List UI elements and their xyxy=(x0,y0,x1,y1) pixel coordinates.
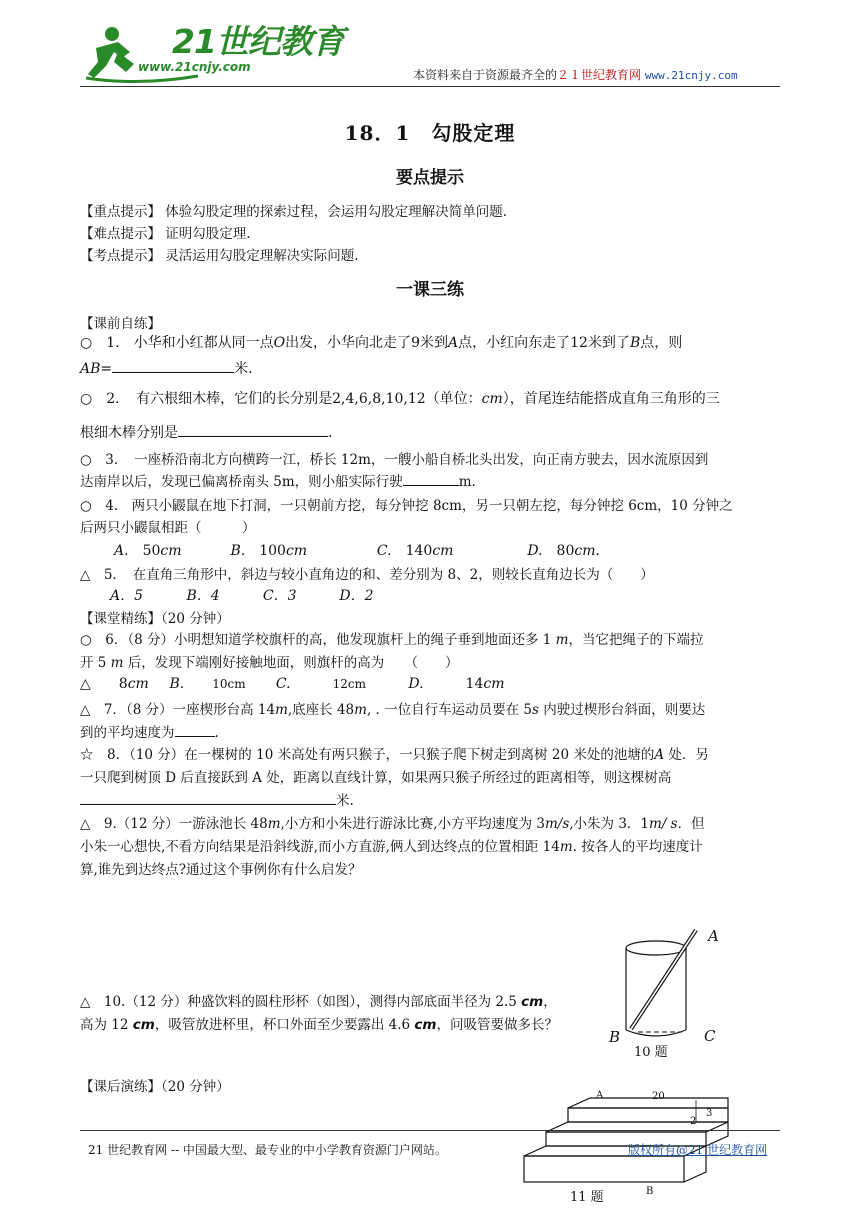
page-title: 18．1 勾股定理 xyxy=(344,121,516,145)
answer-blank-1[interactable] xyxy=(112,358,234,373)
header-rule xyxy=(80,86,780,87)
header-url-link[interactable]: www.21cnjy.com xyxy=(644,69,738,82)
figure10-label-c: C xyxy=(704,1027,716,1045)
class-label: 【课堂精练】（20 分钟） xyxy=(80,611,230,627)
figure11-length-label: 20 xyxy=(652,1091,665,1102)
option-d[interactable]: D. 14cm xyxy=(408,676,505,692)
option-a[interactable]: A．5 xyxy=(110,588,144,604)
question-9-end: 算,谁先到达终点?通过这个事例你有什么启发？ xyxy=(80,862,362,878)
section-heading-practice: 一课三练 xyxy=(396,280,464,300)
option-c[interactable]: C. 140cm xyxy=(376,543,454,559)
section-heading-points: 要点提示 xyxy=(396,168,464,188)
question-2: ○ 2． 有六根细木棒，它们的长分别是2,4,6,8,10,12（单位：cm），首尾连结能搭成直角三角形的三 xyxy=(80,391,720,407)
question-10-cont: 高为 12 cm，吸管放进杯里，杯口外面至少要露出 4.6 cm，问吸管要做多长？ xyxy=(80,1017,558,1033)
question-6-options xyxy=(80,673,505,693)
logo-text: 21世纪教育 xyxy=(172,22,344,61)
question-5: △ 5． 在直角三角形中，斜边与较小直角边的和、差分别为 8、2，则较长直角边长为（ ） xyxy=(80,567,654,583)
figure11-height-label: 2 xyxy=(690,1116,697,1127)
answer-blank-7[interactable] xyxy=(175,722,215,737)
option-a[interactable]: △ 8cm xyxy=(80,676,149,692)
question-8: ☆ 8．（10 分）在一棵树的 10 米高处有两只猴子，一只猴子爬下树走到离树 20 米处的池塘的A 处．另 xyxy=(80,747,709,763)
answer-blank-8[interactable] xyxy=(80,790,336,805)
figure11-depth-label: 3 xyxy=(706,1108,713,1119)
question-4-options xyxy=(80,540,600,560)
figure10-label-b: B xyxy=(609,1028,621,1046)
answer-blank-2[interactable] xyxy=(178,422,328,437)
question-6: ○ 6．（8 分）小明想知道学校旗杆的高，他发现旗杆上的绳子垂到地面还多 1 m，当它把绳子的下端拉 xyxy=(80,632,704,648)
option-a[interactable]: A. 50cm xyxy=(114,543,182,559)
question-9-cont: 小朱一心想快,不看方向结果是沿斜线游,而小方直游,俩人到达终点的位置相距 14m. 按各人的平均速度计 xyxy=(80,839,703,855)
question-8-end: 米. xyxy=(80,789,354,809)
pre-label: 【课前自练】 xyxy=(80,316,161,332)
question-10: △ 10.（12 分）种盛饮料的圆柱形杯（如图），测得内部底面半径为 2.5 cm， xyxy=(80,994,557,1010)
question-7: △ 7．（8 分）一座楔形台高 14m,底座长 48m, . 一位自行车运动员要在 5s 内驶过楔形台斜面，则要达 xyxy=(80,702,706,718)
figure11-label-b: B xyxy=(646,1186,654,1197)
footer-text: 21 世纪教育网 -- 中国最大型、最专业的中小学教育资源门户网站。 xyxy=(88,1143,447,1157)
option-c[interactable]: C. 12cm xyxy=(275,676,366,692)
question-3: ○ 3． 一座桥沿南北方向横跨一江，桥长 12m，一艘小船自桥北头出发，向正南方驶去，因水流原因到 xyxy=(80,452,709,468)
post-label: 【课后演练】（20 分钟） xyxy=(80,1079,230,1095)
answer-blank-3[interactable] xyxy=(403,471,459,486)
figure11-caption: 11 题 xyxy=(570,1190,604,1205)
staircase-figure xyxy=(520,1090,730,1190)
footer-copyright-link[interactable]: 版权所有@21 世纪教育网 xyxy=(628,1143,768,1157)
question-9: △ 9.（12 分）一游泳池长 48m,小方和小朱进行游泳比赛,小方平均速度为 3m/s,小朱为 3．1m/ s．但 xyxy=(80,816,705,832)
question-4: ○ 4. 两只小鼹鼠在地下打洞，一只朝前方挖，每分钟挖 8cm，另一只朝左挖，每分钟挖 6cm，10 分钟之 xyxy=(80,498,733,514)
question-8-cont: 一只爬到树顶 D 后直接跃到 A 处，距离以直线计算，如果两只猴子所经过的距离相等，则这棵树高 xyxy=(80,770,672,786)
option-b[interactable]: B. 100cm xyxy=(230,543,308,559)
footer-rule xyxy=(80,1130,780,1131)
question-5-options xyxy=(80,585,374,605)
question-1-cont: AB= 米. xyxy=(80,358,253,378)
option-b[interactable]: B. 10cm xyxy=(169,676,246,692)
question-7-cont: 到的平均速度为 . xyxy=(80,721,219,741)
point-exam: 【考点提示】 灵活运用勾股定理解决实际问题. xyxy=(80,248,359,264)
question-1: ○ 1. 小华和小红都从同一点O出发，小华向北走了9米到A点，小红向东走了12米到了B点，则 xyxy=(80,335,683,351)
option-c[interactable]: C．3 xyxy=(262,588,297,604)
question-6-cont: 开 5 m 后，发现下端刚好接触地面，则旗杆的高为 （ ） xyxy=(80,655,459,671)
question-4-cont: 后两只小鼹鼠相距（ ） xyxy=(80,520,256,536)
logo-url: www.21cnjy.com xyxy=(138,60,251,74)
point-key: 【重点提示】 体验勾股定理的探索过程，会运用勾股定理解决简单问题. xyxy=(80,204,508,220)
option-d[interactable]: D. 80cm. xyxy=(527,543,600,559)
header-site-link[interactable]: ２１世纪教育网 xyxy=(557,68,642,82)
figure10-label-a: A xyxy=(708,927,719,945)
figure10-caption: 10 题 xyxy=(634,1045,668,1060)
figure11-label-a: A xyxy=(596,1090,604,1101)
question-3-cont: 达南岸以后，发现已偏离桥南头 5m，则小船实际行驶 m. xyxy=(80,470,476,490)
option-b[interactable]: B．4 xyxy=(186,588,220,604)
header-source: 本资料来自于资源最齐全的２１世纪教育网 www.21cnjy.com xyxy=(413,68,738,82)
question-2-cont: 根细木棒分别是 . xyxy=(80,422,332,442)
option-d[interactable]: D．2 xyxy=(339,588,374,604)
point-difficulty: 【难点提示】 证明勾股定理. xyxy=(80,226,251,242)
